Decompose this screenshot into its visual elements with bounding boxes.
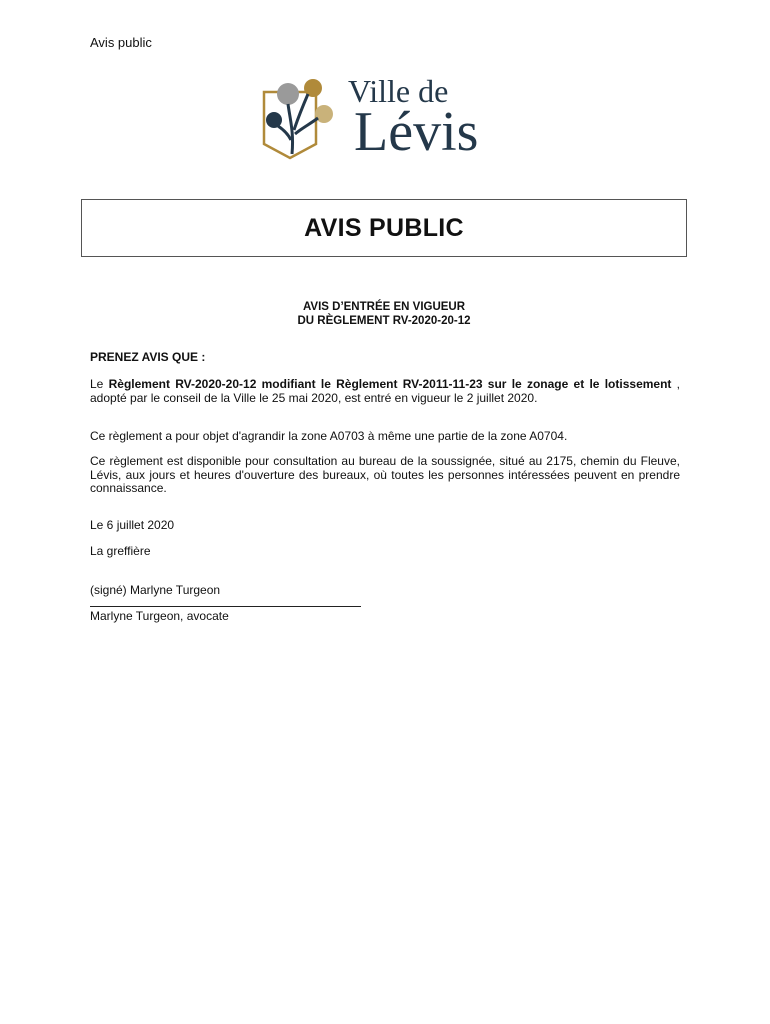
closing-role: La greffière bbox=[90, 544, 151, 558]
intro-text: PRENEZ AVIS QUE : bbox=[90, 350, 206, 364]
levis-emblem-icon bbox=[258, 74, 344, 160]
logo-text-ville-de: Ville de bbox=[348, 73, 449, 109]
signed-name: (signé) Marlyne Turgeon bbox=[90, 583, 221, 597]
paragraph-1-prefix: Le bbox=[90, 377, 109, 391]
header-label: Avis public bbox=[90, 35, 152, 50]
closing-date: Le 6 juillet 2020 bbox=[90, 518, 175, 532]
paragraph-2: Ce règlement a pour objet d'agrandir la zone A0703 à même une partie de la zone A0704. bbox=[90, 429, 568, 443]
subheading-line-1: AVIS D’ENTRÉE EN VIGUEUR bbox=[302, 301, 466, 313]
paragraph-1 bbox=[90, 378, 680, 405]
logo-text-levis: Lévis bbox=[354, 101, 479, 163]
paragraph-1-bold: Règlement RV-2020-20-12 modifiant le Règlement RV-2011-11-23 sur le zonage et le lotissement bbox=[108, 377, 672, 391]
page-title: AVIS PUBLIC bbox=[304, 213, 464, 242]
subheading-line-2: DU RÈGLEMENT RV-2020-20-12 bbox=[297, 315, 471, 327]
signature-line bbox=[90, 606, 361, 607]
signatory-name: Marlyne Turgeon, avocate bbox=[90, 609, 229, 623]
paragraph-3: Ce règlement est disponible pour consultation au bureau de la soussignée, situé au 2175, chemin du Fleuve, Lévis, aux jours et heures d'ouverture des bureaux, où toutes les personnes intéressées peuvent en prendre connaissance. bbox=[90, 454, 680, 495]
notice-subheading bbox=[81, 300, 687, 328]
title-box bbox=[81, 199, 687, 257]
ville-de-levis-logo bbox=[258, 73, 514, 163]
paragraph-1-rest: , adopté par le conseil de la Ville le 25 mai 2020, est entré en vigueur le 2 juillet 2020. bbox=[90, 377, 681, 405]
